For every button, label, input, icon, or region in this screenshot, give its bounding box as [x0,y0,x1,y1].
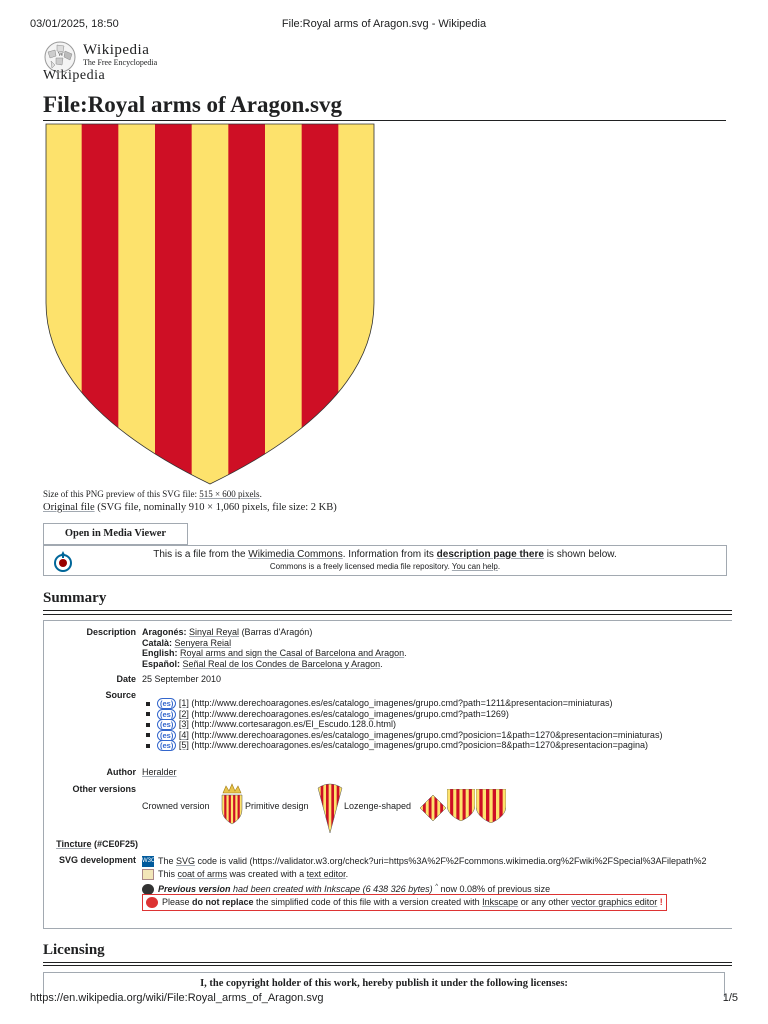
thumbnail-stripe [423,795,426,821]
original-file-info: Original file (SVG file, nominally 910 × 1,060 pixels, file size: 2 KB) [43,502,337,513]
description-an: Aragonés: Sinyal Reyal (Barras d'Aragón) [142,627,313,637]
thumbnail-stripe [463,789,466,821]
or-pale-stripe [265,123,302,485]
print-header [30,18,738,32]
summary-heading: Summary [43,590,732,611]
author-label: Author [106,767,136,777]
licensing-heading: Licensing [43,942,732,963]
language-badge-es[interactable]: (es) [157,719,176,730]
thumbnail-stripe [426,795,429,821]
svg-valid-line: W3C The SVG code is valid (https://validator.w3.org/check?uri=https%3A%2F%2Fcommons.wikimedia.org%2Fwiki%2FSpecial%3AFilepath%2 [142,856,707,866]
preview-size-link[interactable]: 515 × 600 pixels [199,489,260,499]
thumbnail-stripe [459,789,462,821]
gules-pale-stripe [228,123,265,485]
source-item: (es) [3] (http://www.cortesaragon.es/El_Escudo.128.0.html) [142,719,732,730]
w3c-validator-icon: W3C [142,856,154,867]
or-pale-stripe [118,123,155,485]
thumbnail-stripe [503,789,506,823]
thumbnail-stripe [222,795,225,824]
shield-variant-thumbnail[interactable] [476,789,506,823]
thumbnail-stripe [323,783,326,833]
thumbnail-stripe [447,789,450,821]
thumbnail-stripe [472,789,475,821]
print-url: https://en.wikipedia.org/wiki/File:Royal_arms_of_Aragon.svg [30,992,324,1004]
date-label: Date [116,674,136,684]
thumbnail-stripe [329,783,332,833]
stop-hand-icon [146,897,158,908]
do-not-replace-warning: Please do not replace the simplified code of this file with a version created with Inkscape or any other vector graphics editor ! [142,894,732,907]
or-pale-stripe [192,123,229,485]
svg-text:W: W [58,52,64,58]
you-can-help-link[interactable]: You can help [451,562,498,571]
thumbnail-stripe [226,795,229,824]
source-label: Source [105,690,136,700]
source-item: (es) [1] (http://www.derechoaragones.es/es/catalogo_imagenes/grupo.cmd?path=1211&presentacion=miniaturas) [142,698,732,709]
description-value [142,627,732,669]
thumbnail-stripe [493,789,497,823]
description-ca: Català: Senyera Reial [142,637,232,648]
logo-wordmark: Wikipedia [83,42,150,58]
print-footer [30,992,738,1006]
license-statement: I, the copyright holder of this work, hereby publish it under the following licenses: [200,978,568,989]
summary-heading-rule [43,614,732,615]
print-date: 03/01/2025, 18:50 [30,18,119,30]
description-page-link[interactable]: description page there [436,549,544,560]
thumbnail-stripe [483,789,487,823]
thumbnail-stripe [326,783,329,833]
licensing-heading-rule [43,965,732,966]
or-pale-stripe [338,123,375,485]
language-badge-es[interactable]: (es) [157,740,176,751]
thumbnail-stripe [476,789,480,823]
description-es: Español: Señal Real de los Condes de Barcelona y Aragon. [142,658,383,669]
other-versions-label: Other versions [72,784,136,794]
language-badge-es[interactable]: (es) [157,698,176,709]
description-label: Description [86,627,136,637]
original-file-link[interactable]: Original file [43,502,95,513]
primitive-design-thumbnail[interactable] [317,783,343,833]
description-ca-link[interactable]: Senyera Reial [174,637,232,648]
text-editor-icon [142,869,154,880]
logo-wordmark-secondary: Wikipedia [43,68,106,83]
author-link[interactable]: Heralder [142,767,177,777]
primitive-design-label: Primitive design [245,801,309,811]
svg-development-value [142,855,732,907]
previous-version-line: Previous version had been created with Inkscape (6 438 326 bytes) ^ now 0.08% of previous size [142,881,732,894]
lozenge-shaped-label: Lozenge-shaped [344,801,412,811]
preview-size-info: Size of this PNG preview of this SVG file: 515 × 600 pixels. [43,489,262,499]
thumbnail-stripe [456,789,459,821]
gules-pale-stripe [155,123,192,485]
open-media-viewer-button[interactable]: Open in Media Viewer [43,523,188,545]
thumbnail-stripe [432,795,435,821]
coat-of-arms-editor-line: This coat of arms was created with a text editor. [142,868,732,881]
royal-arms-shield-image[interactable] [44,123,376,485]
source-list [142,698,732,751]
description-es-link[interactable]: Señal Real de los Condes de Barcelona y Aragon [182,658,381,669]
thumbnail-stripe [437,795,440,821]
lozenge-shaped-thumbnail[interactable] [420,795,446,821]
crowned-version-label: Crowned version [142,801,210,811]
print-page-number: 1/5 [722,992,738,1004]
description-en-link[interactable]: Royal arms and sign the Casal of Barcelona and Aragon [180,648,405,658]
thumbnail-stripe [231,795,234,824]
thumbnail-stripe [453,789,456,821]
thumbnail-stripe [496,789,500,823]
page-title: File:Royal arms of Aragon.svg [43,92,726,121]
print-title: File:Royal arms of Aragon.svg - Wikipedia [281,18,487,30]
description-en: English: Royal arms and sign the Casal of Barcelona and Aragon. [142,648,407,658]
summary-table [43,620,732,929]
source-item: (es) [4] (http://www.derechoaragones.es/es/catalogo_imagenes/grupo.cmd?posicion=1&path=1270&presentacion=miniaturas) [142,730,732,741]
date-value: 25 September 2010 [142,674,222,684]
gules-pale-stripe [82,123,119,485]
thumbnail-stripe [443,795,446,821]
commons-notice-text: This is a file from the Wikimedia Commons. Information from its description page there is shown below. [153,549,617,560]
commons-notice [43,545,727,576]
source-item: (es) [2] (http://www.derechoaragones.es/es/catalogo_imagenes/grupo.cmd?path=1269) [142,709,732,720]
crowned-version-thumbnail[interactable] [220,783,244,825]
tincture-label: Tincture (#CE0F25) [56,839,138,849]
thumbnail-stripe [466,789,469,821]
language-badge-es[interactable]: (es) [157,709,176,720]
or-pale-stripe [45,123,82,485]
wikipedia-logo[interactable] [43,40,243,84]
logo-tagline: The Free Encyclopedia [83,58,158,67]
commons-notice-subtext: Commons is a freely licensed media file repository. You can help. [269,562,501,571]
wikimedia-commons-link[interactable]: Wikimedia Commons [248,549,343,560]
description-an-link[interactable]: Sinyal Reyal [189,627,240,637]
thumbnail-stripe [486,789,490,823]
source-item: (es) [5] (http://www.derechoaragones.es/es/catalogo_imagenes/grupo.cmd?posicion=8&path=1270&presentacion=pagina) [142,740,732,751]
thumbnail-stripe [339,783,342,833]
thumbnail-stripe [489,789,493,823]
language-badge-es[interactable]: (es) [157,730,176,741]
thumbnail-stripe [233,795,236,824]
svg-development-label: SVG development [58,855,136,865]
other-versions-gallery [142,781,702,841]
thumbnail-stripe [440,795,443,821]
thumbnail-stripe [420,795,423,821]
shield-variant-thumbnail[interactable] [447,789,475,821]
thumbnail-stripe [229,795,232,824]
thumbnail-stripe [337,783,340,833]
gules-pale-stripe [302,123,339,485]
